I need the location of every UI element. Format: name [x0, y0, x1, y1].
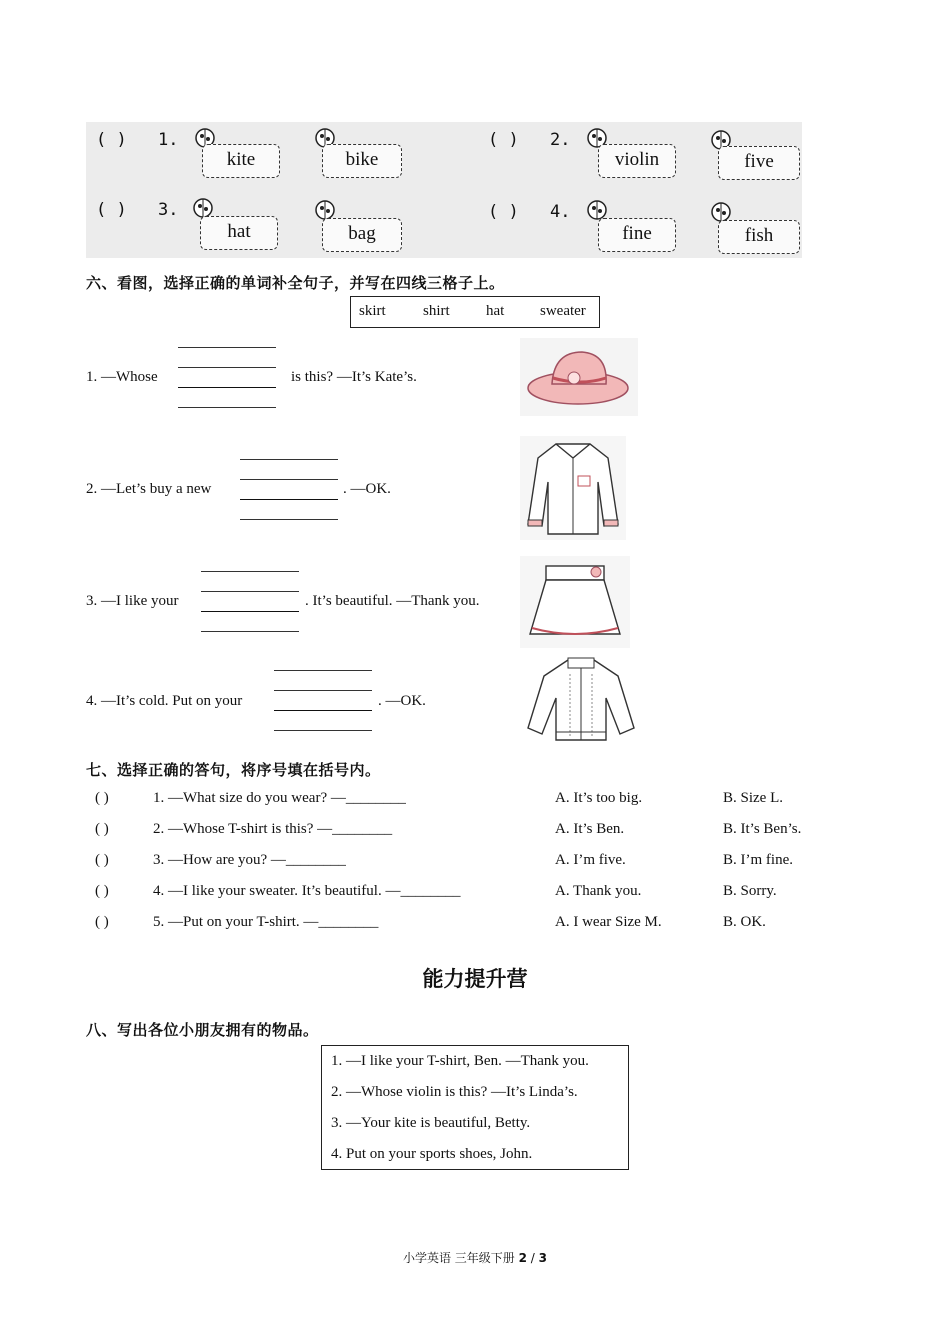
option-b[interactable]: B. Size L.	[723, 790, 783, 806]
word-card-five: five	[718, 146, 800, 180]
dialogue-line: 2. —Whose violin is this? —It’s Linda’s.	[331, 1084, 578, 1100]
answer-parentheses[interactable]: ( )	[488, 202, 519, 222]
dialogue-line: 4. Put on your sports shoes, John.	[331, 1146, 533, 1162]
dialogue-line: 3. —Your kite is beautiful, Betty.	[331, 1115, 531, 1131]
answer-parentheses[interactable]: ( )	[95, 821, 109, 837]
option-b[interactable]: B. It’s Ben’s.	[723, 821, 802, 837]
item-number: 1.	[158, 130, 179, 150]
page-separator: /	[530, 1251, 535, 1265]
word-card-bike: bike	[322, 144, 402, 178]
section-title-ability: 能力提升营	[422, 967, 528, 991]
dialogue-line: 1. —I like your T-shirt, Ben. —Thank you.	[331, 1053, 589, 1069]
answer-parentheses[interactable]: ( )	[96, 130, 127, 150]
answer-parentheses[interactable]: ( )	[96, 200, 127, 220]
option-b[interactable]: B. Sorry.	[723, 883, 777, 899]
word-card-fish: fish	[718, 220, 800, 254]
word-bank-item: sweater	[540, 303, 586, 319]
page-total: 3	[538, 1251, 548, 1265]
question-text: . —OK.	[343, 481, 391, 497]
choice-question-row	[95, 790, 855, 810]
hat-picture	[520, 338, 638, 416]
four-line-grid[interactable]	[178, 347, 276, 407]
ladybug-icon	[708, 200, 734, 222]
section-8-heading: 八、写出各位小朋友拥有的物品。	[86, 1021, 319, 1039]
choice-question-row	[95, 852, 855, 872]
question-text: is this? —It’s Kate’s.	[291, 369, 417, 385]
option-b[interactable]: B. OK.	[723, 914, 766, 930]
shirt-picture	[520, 436, 626, 540]
option-a[interactable]: A. Thank you.	[555, 883, 642, 899]
item-number: 4.	[550, 202, 571, 222]
question-text: 2. —Let’s buy a new	[86, 481, 212, 497]
word-card-bag: bag	[322, 218, 402, 252]
section-7-heading: 七、选择正确的答句，将序号填在括号内。	[86, 761, 381, 779]
option-a[interactable]: A. I’m five.	[555, 852, 626, 868]
skirt-picture	[520, 556, 630, 648]
word-card-violin: violin	[598, 144, 676, 178]
question-text: . It’s beautiful. —Thank you.	[305, 593, 480, 609]
sweater-picture	[522, 654, 640, 744]
question-text: 3. —How are you? —________	[153, 852, 346, 868]
answer-parentheses[interactable]: ( )	[488, 130, 519, 150]
ladybug-icon	[190, 196, 216, 218]
question-text: 1. —Whose	[86, 369, 158, 385]
choice-question-row	[95, 914, 855, 934]
question-text: 5. —Put on your T-shirt. —________	[153, 914, 379, 930]
dialogue-box	[321, 1045, 629, 1170]
footer-text: 小学英语 三年级下册	[402, 1251, 515, 1265]
page-number: 2	[518, 1251, 527, 1265]
word-bank-box	[350, 296, 600, 328]
question-text: 3. —I like your	[86, 593, 179, 609]
question-text: 1. —What size do you wear? —________	[153, 790, 406, 806]
choice-question-row	[95, 883, 855, 903]
option-a[interactable]: A. It’s Ben.	[555, 821, 625, 837]
question-text: 4. —I like your sweater. It’s beautiful. —________	[153, 883, 461, 899]
page-footer	[0, 1249, 950, 1266]
section-6-heading: 六、看图，选择正确的单词补全句子，并写在四线三格子上。	[86, 274, 505, 292]
question-text: 4. —It’s cold. Put on your	[86, 693, 243, 709]
ladybug-icon	[584, 198, 610, 220]
four-line-grid[interactable]	[240, 459, 338, 519]
four-line-grid[interactable]	[274, 670, 372, 730]
item-number: 2.	[550, 130, 571, 150]
option-b[interactable]: B. I’m fine.	[723, 852, 793, 868]
word-card-kite: kite	[202, 144, 280, 178]
question-text: 2. —Whose T-shirt is this? —________	[153, 821, 393, 837]
word-card-fine: fine	[598, 218, 676, 252]
answer-parentheses[interactable]: ( )	[95, 790, 109, 806]
item-number: 3.	[158, 200, 179, 220]
ladybug-icon	[312, 198, 338, 220]
option-a[interactable]: A. I wear Size M.	[555, 914, 662, 930]
word-card-hat: hat	[200, 216, 278, 250]
phonics-picture-strip	[86, 122, 802, 258]
four-line-grid[interactable]	[201, 571, 299, 631]
word-bank-item: hat	[486, 303, 505, 319]
answer-parentheses[interactable]: ( )	[95, 914, 109, 930]
answer-parentheses[interactable]: ( )	[95, 852, 109, 868]
choice-question-row	[95, 821, 855, 841]
word-bank-item: shirt	[423, 303, 450, 319]
answer-parentheses[interactable]: ( )	[95, 883, 109, 899]
question-text: . —OK.	[378, 693, 426, 709]
word-bank-item: skirt	[359, 303, 386, 319]
option-a[interactable]: A. It’s too big.	[555, 790, 643, 806]
